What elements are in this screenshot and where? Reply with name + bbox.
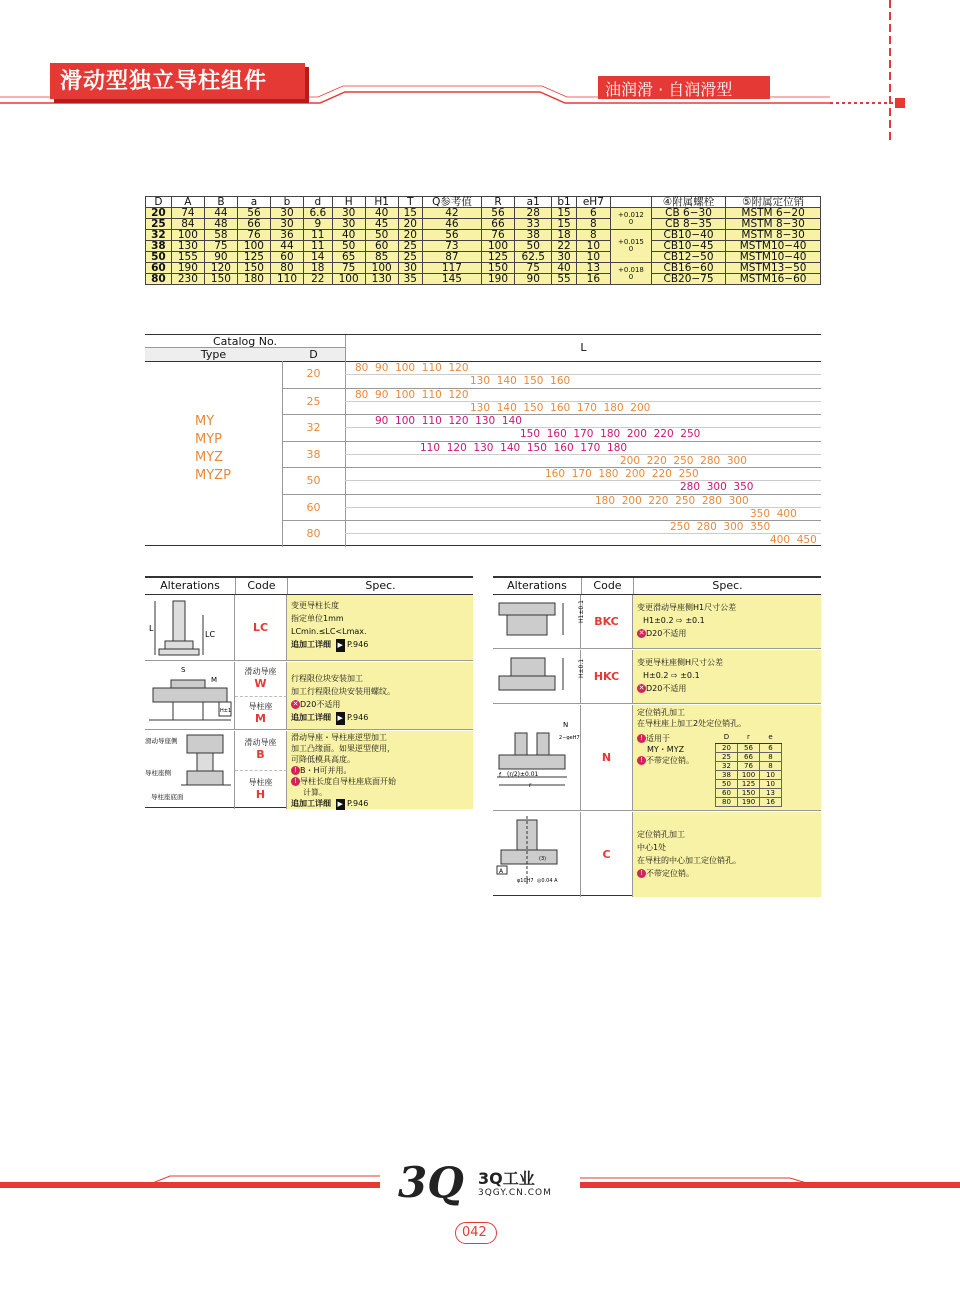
catalog-l-line2: 130 140 150 160 — [470, 375, 571, 387]
dim-cell: 50 — [365, 230, 398, 241]
dim-cell: 100 — [332, 274, 365, 285]
mini-cell: 125 — [738, 780, 760, 789]
code-header: Code — [581, 578, 633, 594]
mini-cell: 8 — [760, 762, 782, 771]
svg-text:r: r — [529, 782, 532, 789]
catalog-header: Catalog No. — [145, 335, 345, 348]
catalog-table — [145, 334, 821, 546]
mini-header: e — [760, 732, 782, 744]
dim-cell: 25 — [398, 241, 422, 252]
catalog-l-line1: 160 170 180 200 220 250 — [545, 468, 699, 480]
tolerance-cell: +0.015 0 — [611, 230, 652, 263]
catalog-row-border — [345, 388, 821, 389]
mini-row — [716, 771, 782, 780]
dim-cell: 40 — [552, 263, 576, 274]
code-w: W — [254, 677, 267, 690]
dim-cell: 60 — [270, 252, 303, 263]
catalog-row-border — [345, 441, 821, 442]
catalog-l-line1: 80 90 100 110 120 — [355, 388, 469, 401]
spec-n: 定位销孔加工 在导柱座上加工2处定位销孔。 ! 适用于 MY・MYZ ! 不带定位销。 D r e 20 56 6 25 66 8 32 76 8 38 100 10 50 125 10 60 150 13 80 190 16 — [633, 705, 821, 811]
dim-header-cell: D — [146, 197, 172, 208]
dim-header-cell: B — [204, 197, 237, 208]
tolerance-header — [611, 197, 652, 208]
code-m: M — [255, 712, 266, 725]
dim-cell: 75 — [204, 241, 237, 252]
dim-cell: 10 — [576, 241, 610, 252]
code-hkc: HKC — [581, 650, 633, 704]
dim-cell: 100 — [237, 241, 270, 252]
dim-row — [146, 230, 821, 241]
mini-cell: 190 — [738, 798, 760, 807]
dim-cell: 44 — [204, 208, 237, 219]
spec-bh: 滑动导座・导柱座逆型加工 加工凸缘面。如果逆型使用， 可降低模具高度。 ! B・H可并用。 ! 导柱长度自导柱座底面开始 计算。 追加工详细 ▶ P.946 — [287, 731, 473, 809]
dim-cell: 14 — [304, 252, 333, 263]
catalog-d-cell: 60 — [282, 494, 345, 521]
dim-header-cell: H — [332, 197, 365, 208]
dim-cell: 9 — [304, 219, 333, 230]
ref-icon: ▶ — [337, 800, 343, 808]
dim-cell: 20 — [146, 208, 172, 219]
dim-row — [146, 208, 821, 219]
mini-cell: 66 — [738, 753, 760, 762]
svg-text:f: f — [499, 772, 502, 779]
svg-text:滑动导座侧: 滑动导座侧 — [145, 737, 178, 745]
c-diagram — [493, 812, 581, 897]
mini-cell: 150 — [738, 789, 760, 798]
bkc-diagram — [493, 595, 585, 649]
dim-row — [146, 252, 821, 263]
mini-cell: 38 — [716, 771, 738, 780]
hkc-diagram — [493, 650, 585, 704]
catalog-l-line2: 150 160 170 180 200 220 250 — [520, 428, 701, 440]
catalog-d-cell: 38 — [282, 441, 345, 468]
spec-lc: 变更导柱长度 指定单位1mm LCmin.≤LC<Lmax. 追加工详细 ▶ P.946 — [287, 595, 473, 661]
l-header: L — [345, 335, 821, 361]
dim-cell: 38 — [515, 230, 552, 241]
mini-cell: 50 — [716, 780, 738, 789]
dim-cell: MSTM10−40 — [726, 252, 821, 263]
dim-cell: 38 — [146, 241, 172, 252]
catalog-l-line1: 110 120 130 140 150 160 170 180 — [420, 441, 628, 454]
dim-cell: 33 — [515, 219, 552, 230]
dim-cell: 62.5 — [515, 252, 552, 263]
dim-cell: 20 — [398, 230, 422, 241]
mini-header: r — [738, 732, 760, 744]
dim-cell: 73 — [422, 241, 481, 252]
dim-cell: CB20−75 — [651, 274, 725, 285]
spec-c: 定位销孔加工 中心1处 在导柱的中心加工定位销孔。 ! 不带定位销。 — [633, 812, 821, 897]
footer-url: 3QGY.CN.COM — [478, 1188, 552, 1198]
catalog-divider — [345, 454, 821, 455]
code-bkc: BKC — [581, 595, 633, 649]
code-b-cell: 滑动导座 B — [235, 731, 287, 770]
note-icon: ! — [291, 777, 300, 786]
dim-cell: 55 — [552, 274, 576, 285]
dim-cell: 125 — [237, 252, 270, 263]
dim-cell: 8 — [576, 219, 610, 230]
dim-row — [146, 241, 821, 252]
catalog-type: MYZP — [195, 468, 231, 483]
dim-header-cell: A — [171, 197, 204, 208]
dim-cell: 30 — [270, 208, 303, 219]
svg-text:LC: LC — [205, 630, 216, 639]
footer-brand: 3Q工业 — [478, 1169, 535, 1188]
catalog-l-line1: 90 100 110 120 130 140 — [375, 415, 522, 427]
dim-cell: 48 — [204, 219, 237, 230]
svg-text:M: M — [211, 676, 218, 684]
dim-cell: 30 — [398, 263, 422, 274]
dim-header-cell: d — [304, 197, 333, 208]
page-title: 滑动型独立导柱组件 — [60, 69, 268, 94]
dim-header-cell: eH7 — [576, 197, 610, 208]
dim-cell: 100 — [365, 263, 398, 274]
type-list — [195, 413, 231, 485]
dim-cell: 60 — [365, 241, 398, 252]
dim-cell: 13 — [576, 263, 610, 274]
mini-header: D — [716, 732, 738, 744]
catalog-type: MY — [195, 414, 215, 429]
dim-cell: 150 — [204, 274, 237, 285]
mini-row — [716, 789, 782, 798]
dim-cell: CB 8−35 — [651, 219, 725, 230]
mini-cell: 10 — [760, 771, 782, 780]
dim-cell: 130 — [171, 241, 204, 252]
dim-cell: 15 — [398, 208, 422, 219]
mini-cell: 8 — [760, 753, 782, 762]
code-n: N — [581, 705, 633, 811]
mini-cell: 32 — [716, 762, 738, 771]
dim-cell: 80 — [146, 274, 172, 285]
dim-cell: 25 — [146, 219, 172, 230]
svg-text:H1±0.1: H1±0.1 — [578, 600, 585, 623]
dim-cell: 90 — [204, 252, 237, 263]
dim-header-cell: b1 — [552, 197, 576, 208]
not-applicable-icon: ✕ — [638, 684, 645, 692]
catalog-row-border — [345, 467, 821, 468]
note-icon: ! — [291, 766, 300, 775]
catalog-row-border — [345, 494, 821, 495]
dim-cell: 50 — [146, 252, 172, 263]
dim-cell: 66 — [481, 219, 514, 230]
catalog-type: MYZ — [195, 450, 224, 465]
dim-cell: 30 — [332, 208, 365, 219]
mini-cell: 13 — [760, 789, 782, 798]
dim-cell: 30 — [270, 219, 303, 230]
dim-cell: 150 — [481, 263, 514, 274]
dim-cell: 18 — [552, 230, 576, 241]
ref-icon: ▶ — [336, 712, 345, 725]
code-b: B — [256, 748, 265, 761]
dim-cell: 30 — [332, 219, 365, 230]
dim-cell: 44 — [270, 241, 303, 252]
catalog-d-cell: 25 — [282, 388, 345, 415]
dim-cell: 11 — [304, 241, 333, 252]
svg-text:导柱座底面: 导柱座底面 — [151, 793, 184, 801]
dim-cell: 50 — [515, 241, 552, 252]
catalog-row-border — [345, 414, 821, 415]
dim-cell: MSTM10−40 — [726, 241, 821, 252]
dim-cell: CB16−60 — [651, 263, 725, 274]
dim-cell: 87 — [422, 252, 481, 263]
svg-text:A: A — [499, 868, 504, 875]
catalog-d-cell: 80 — [282, 520, 345, 547]
dim-cell: 16 — [576, 274, 610, 285]
catalog-d-cell: 32 — [282, 414, 345, 441]
note-icon: ! — [637, 756, 646, 765]
catalog-row-border — [345, 520, 821, 521]
svg-text:N: N — [563, 721, 569, 729]
dim-cell: 120 — [204, 263, 237, 274]
spec-wm: 行程限位块安装加工 加工行程限位块安装用螺纹。 ✕ D20不适用 追加工详细 ▶ P.946 — [287, 662, 473, 730]
mini-row — [716, 753, 782, 762]
note-icon: ! — [637, 734, 646, 743]
catalog-type: MYP — [195, 432, 222, 447]
n-diagram — [493, 705, 581, 811]
code-h-cell: 导柱座 H — [235, 770, 287, 809]
mini-cell: 10 — [760, 780, 782, 789]
dim-cell: CB 6−30 — [651, 208, 725, 219]
mini-row — [716, 744, 782, 753]
catalog-l-line1: 250 280 300 350 — [670, 521, 771, 533]
alterations-left-table — [145, 576, 473, 808]
dim-cell: 15 — [552, 219, 576, 230]
lc-diagram — [145, 595, 235, 661]
catalog-l-line2: 200 220 250 280 300 — [620, 454, 747, 467]
ref-icon: ▶ — [336, 639, 345, 652]
dim-cell: 32 — [146, 230, 172, 241]
alterations-right-table — [493, 576, 821, 896]
mini-row — [716, 762, 782, 771]
dim-cell: MSTM16−60 — [726, 274, 821, 285]
dim-cell: 230 — [171, 274, 204, 285]
dim-cell: 45 — [365, 219, 398, 230]
catalog-l-line2: 130 140 150 160 170 180 200 — [470, 401, 651, 414]
catalog-l-line1: 180 200 220 250 280 300 — [595, 494, 749, 507]
dim-cell: 22 — [304, 274, 333, 285]
dim-cell: 42 — [422, 208, 481, 219]
bh-diagram — [145, 731, 235, 809]
svg-text:2−φeH7: 2−φeH7 — [559, 735, 580, 741]
dim-cell: 6 — [576, 208, 610, 219]
logo-icon: 3Q — [398, 1158, 464, 1207]
dim-cell: 8 — [576, 230, 610, 241]
not-applicable-icon: ✕ — [638, 629, 645, 637]
dim-cell: 100 — [481, 241, 514, 252]
dim-cell: MSTM13−50 — [726, 263, 821, 274]
not-applicable-icon: ✕ — [292, 700, 299, 708]
dim-cell: 74 — [171, 208, 204, 219]
dim-cell: 50 — [332, 241, 365, 252]
mini-cell: 16 — [760, 798, 782, 807]
dim-cell: CB10−45 — [651, 241, 725, 252]
page-subtitle: 油润滑 · 自润滑型 — [605, 80, 733, 99]
dimension-table — [145, 196, 821, 285]
dim-header-cell: R — [481, 197, 514, 208]
code-header: Code — [235, 578, 287, 594]
dim-cell: 10 — [576, 252, 610, 263]
tolerance-cell: +0.012 0 — [611, 208, 652, 230]
page-number: 042 — [462, 1225, 487, 1240]
dim-cell: 25 — [398, 252, 422, 263]
dim-cell: 30 — [552, 252, 576, 263]
dim-cell: 145 — [422, 274, 481, 285]
svg-text:导柱座侧: 导柱座侧 — [145, 769, 171, 777]
svg-text:S: S — [181, 666, 186, 674]
dim-cell: 46 — [422, 219, 481, 230]
note-icon: ! — [637, 869, 646, 878]
dim-header-cell: b — [270, 197, 303, 208]
dim-cell: MSTM 6−20 — [726, 208, 821, 219]
dim-cell: 58 — [204, 230, 237, 241]
dim-cell: 75 — [515, 263, 552, 274]
dim-row — [146, 274, 821, 285]
dim-cell: 11 — [304, 230, 333, 241]
dim-cell: 80 — [270, 263, 303, 274]
spec-bkc: 变更滑动导座侧H1尺寸公差 H1±0.2 ⇨ ±0.1 ✕ D20不适用 — [633, 595, 821, 649]
tolerance-cell: +0.018 0 — [611, 263, 652, 285]
dim-cell: 15 — [552, 208, 576, 219]
dim-cell: 100 — [171, 230, 204, 241]
spec-header: Spec. — [287, 578, 473, 594]
catalog-d-cell: 50 — [282, 467, 345, 494]
spec-header: Spec. — [633, 578, 821, 594]
type-header: Type — [145, 348, 282, 361]
dim-cell: 155 — [171, 252, 204, 263]
mini-cell: 100 — [738, 771, 760, 780]
mini-row — [716, 798, 782, 807]
dim-cell: 110 — [270, 274, 303, 285]
catalog-divider — [345, 533, 821, 534]
dim-header-cell: Q参考值 — [422, 197, 481, 208]
dim-cell: 66 — [237, 219, 270, 230]
dim-cell: 40 — [332, 230, 365, 241]
dim-cell: 28 — [515, 208, 552, 219]
dim-cell: 18 — [304, 263, 333, 274]
dim-cell: 125 — [481, 252, 514, 263]
mini-cell: 56 — [738, 744, 760, 753]
dim-cell: 22 — [552, 241, 576, 252]
catalog-l-line2: 280 300 350 — [680, 481, 754, 493]
svg-text:φ10H7: φ10H7 — [517, 878, 534, 884]
alterations-header: Alterations — [160, 579, 220, 592]
dim-header-cell: a — [237, 197, 270, 208]
dim-row — [146, 263, 821, 274]
dim-cell: 130 — [365, 274, 398, 285]
dim-cell: 56 — [481, 208, 514, 219]
dim-cell: 76 — [481, 230, 514, 241]
d-header: D — [282, 348, 345, 361]
alterations-header: Alterations — [507, 579, 567, 592]
dim-cell: MSTM 8−30 — [726, 219, 821, 230]
mini-cell: 20 — [716, 744, 738, 753]
mini-row — [716, 780, 782, 789]
dim-cell: 75 — [332, 263, 365, 274]
dim-cell: 36 — [270, 230, 303, 241]
wm-diagram — [145, 662, 235, 730]
code-w-cell: 滑动导座 W — [235, 662, 287, 696]
dim-cell: 56 — [237, 208, 270, 219]
code-c: C — [581, 812, 633, 897]
dim-cell: 60 — [146, 263, 172, 274]
dim-cell: 56 — [422, 230, 481, 241]
dim-cell: 40 — [365, 208, 398, 219]
dimension-table-wrap — [145, 196, 821, 285]
svg-text:L: L — [149, 624, 154, 633]
mini-cell: 6 — [760, 744, 782, 753]
catalog-l-line2: 350 400 — [750, 507, 797, 520]
svg-text:◎0.04 A: ◎0.04 A — [537, 878, 558, 884]
dim-cell: MSTM 8−30 — [726, 230, 821, 241]
code-lc: LC — [235, 595, 287, 661]
dim-header-cell: a1 — [515, 197, 552, 208]
dim-cell: 20 — [398, 219, 422, 230]
code-m-cell: 导柱座 M — [235, 696, 287, 730]
mini-cell: 25 — [716, 753, 738, 762]
dim-cell: 90 — [515, 274, 552, 285]
dim-cell: CB10−40 — [651, 230, 725, 241]
dim-row — [146, 219, 821, 230]
dim-cell: CB12−50 — [651, 252, 725, 263]
mini-cell: 76 — [738, 762, 760, 771]
dim-cell: 76 — [237, 230, 270, 241]
dim-cell: 150 — [237, 263, 270, 274]
dim-header-cell: H1 — [365, 197, 398, 208]
dim-cell: 180 — [237, 274, 270, 285]
dim-header-cell: T — [398, 197, 422, 208]
spec-hkc: 变更导柱座侧H尺寸公差 H±0.2 ⇨ ±0.1 ✕ D20不适用 — [633, 650, 821, 704]
dim-cell: 190 — [481, 274, 514, 285]
dim-cell: 65 — [332, 252, 365, 263]
catalog-l-line2: 400 450 — [770, 534, 817, 546]
dim-cell: 35 — [398, 274, 422, 285]
dim-cell: 6.6 — [304, 208, 333, 219]
catalog-l-line1: 80 90 100 110 120 — [355, 362, 469, 374]
catalog-divider — [345, 374, 821, 375]
dim-cell: 84 — [171, 219, 204, 230]
dim-header-cell: ⑤附属定位销 — [726, 197, 821, 208]
n-mini-table — [715, 732, 782, 807]
code-h: H — [255, 788, 266, 801]
svg-text:(r/2)±0.01: (r/2)±0.01 — [507, 771, 539, 778]
mini-cell: 80 — [716, 798, 738, 807]
svg-text:(3): (3) — [539, 856, 547, 862]
svg-text:H±1: H±1 — [220, 708, 232, 714]
catalog-d-cell: 20 — [306, 367, 321, 380]
dim-header-cell: ④附属螺栓 — [651, 197, 725, 208]
dim-cell: 117 — [422, 263, 481, 274]
dim-cell: 85 — [365, 252, 398, 263]
mini-cell: 60 — [716, 789, 738, 798]
dim-cell: 190 — [171, 263, 204, 274]
svg-text:H±0.1: H±0.1 — [578, 658, 585, 678]
